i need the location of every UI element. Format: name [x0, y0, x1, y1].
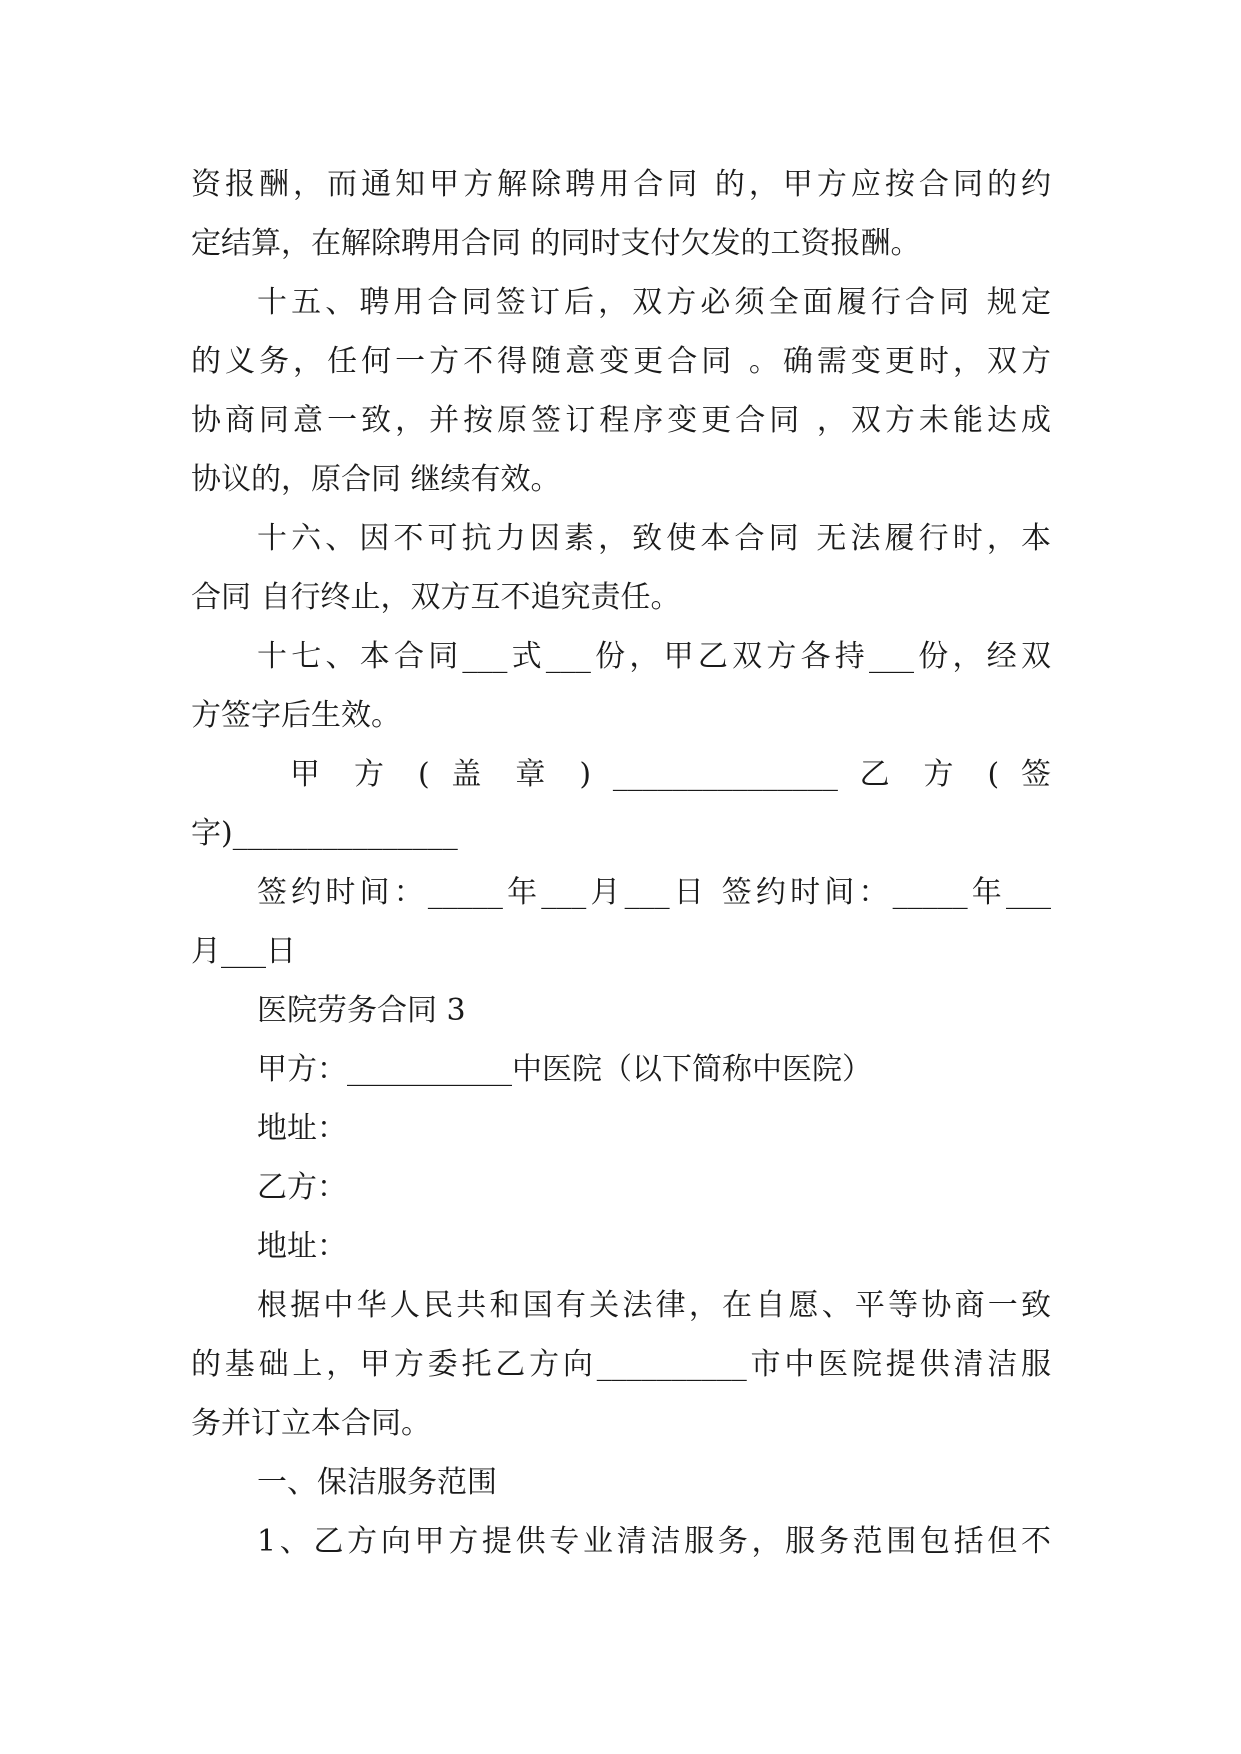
signing-date-line: 月___日 — [191, 934, 296, 969]
paragraph-line: 协商同意一致，并按原签订程序变更合同 ，双方未能达成 — [191, 403, 1051, 438]
address-line: 地址： — [257, 1111, 347, 1146]
clause-16-line: 十六、因不可抗力因素，致使本合同 无法履行时，本 — [257, 521, 1051, 556]
clause-15-line: 十五、聘用合同签订后，双方必须全面履行合同 规定 — [257, 285, 1051, 320]
paragraph-line: 定结算，在解除聘用合同 的同时支付欠发的工资报酬。 — [191, 226, 921, 261]
preamble-line: 务并订立本合同。 — [191, 1406, 431, 1441]
paragraph-line: 资报酬，而通知甲方解除聘用合同 的，甲方应按合同的约 — [191, 167, 1051, 202]
party-b-line: 乙方： — [257, 1170, 347, 1205]
clause-17-line: 十七、本合同___式___份，甲乙双方各持___份，经双 — [257, 639, 1051, 674]
address-line: 地址： — [257, 1229, 347, 1264]
section-heading: 一、保洁服务范围 — [257, 1465, 497, 1500]
preamble-line: 的基础上，甲方委托乙方向__________市中医院提供清洁服 — [191, 1347, 1051, 1382]
party-a-line: 甲方：___________中医院（以下简称中医院） — [257, 1052, 872, 1087]
paragraph-line: 的义务，任何一方不得随意变更合同 。确需变更时，双方 — [191, 344, 1051, 379]
paragraph-line: 合同 自行终止，双方互不追究责任。 — [191, 580, 681, 615]
signing-date-line: 签约时间：_____年___月___日 签约时间：_____年___ — [257, 875, 1051, 910]
signature-party-line: 甲 方 ( 盖 章 ) _______________ 乙 方 ( 签 — [290, 757, 1051, 792]
signature-party-line: 字)_______________ — [191, 816, 458, 851]
section-title: 医院劳务合同 3 — [257, 993, 466, 1028]
paragraph-line: 协议的，原合同 继续有效。 — [191, 462, 561, 497]
paragraph-line: 方签字后生效。 — [191, 698, 401, 733]
clause-line: 1、乙方向甲方提供专业清洁服务，服务范围包括但不 — [257, 1524, 1051, 1559]
preamble-line: 根据中华人民共和国有关法律，在自愿、平等协商一致 — [257, 1288, 1051, 1323]
